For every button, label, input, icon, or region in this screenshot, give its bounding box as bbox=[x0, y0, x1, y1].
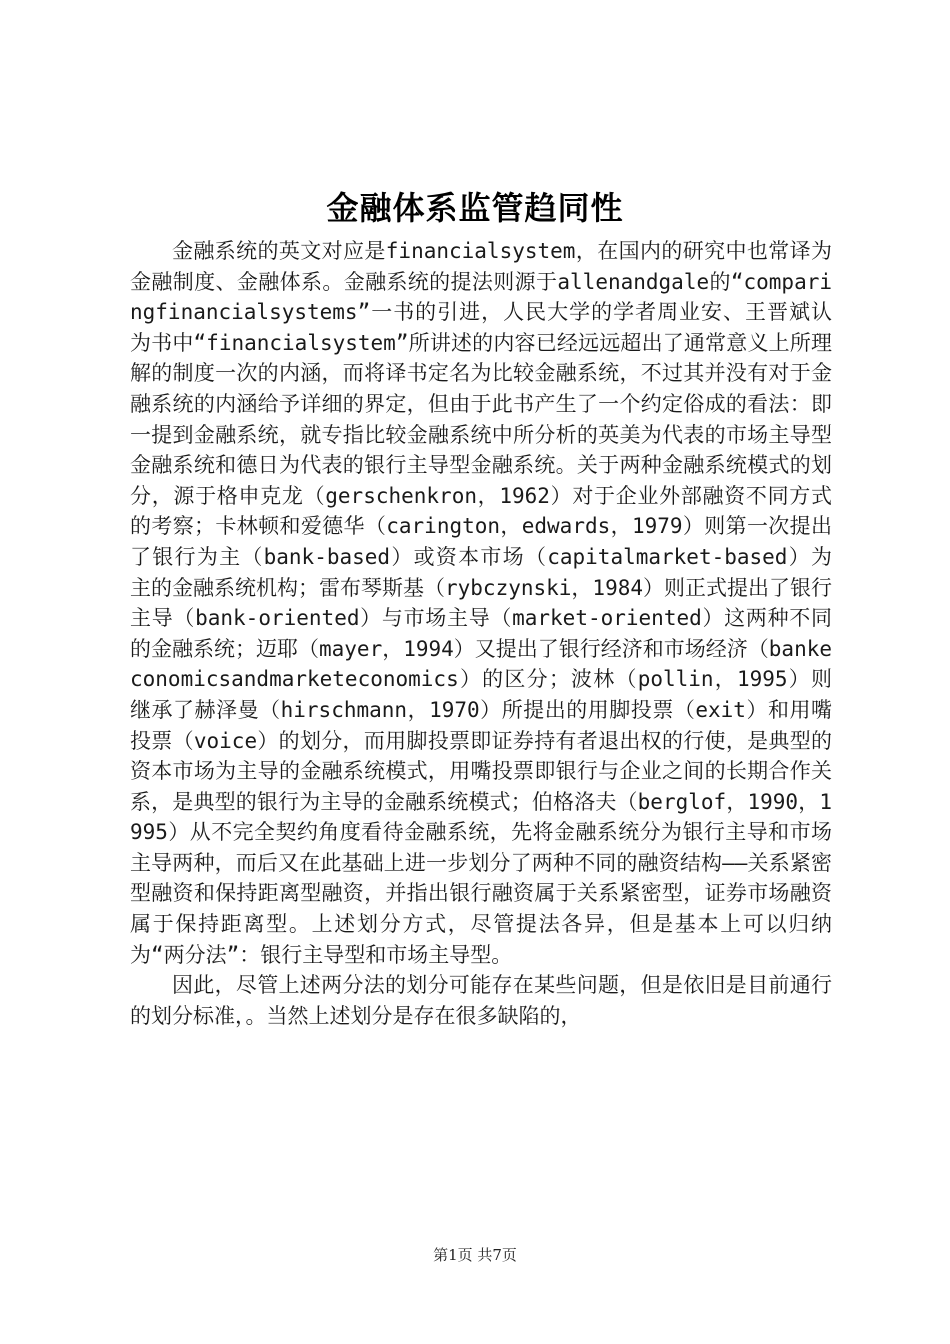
document-body bbox=[130, 236, 832, 1031]
paragraph: 因此，尽管上述两分法的划分可能存在某些问题，但是依旧是目前通行的划分标准，。当然上述划分是存在很多缺陷的， bbox=[130, 973, 832, 1028]
document-title: 金融体系监管趋同性 bbox=[326, 189, 624, 227]
paragraph: 金融系统的英文对应是financialsystem，在国内的研究中也常译为金融制度、金融体系。金融系统的提法则源于allenandgale的“comparingfinancialsystems”一书的引进，人民大学的学者周业安、王晋斌认为书中“financialsystem”所讲述的内容已经远远超出了通常意义上所理解的制度一次的内涵，而将译书定名为比较金融系统，不过其并没有对于金融系统的内涵给予详细的界定，但由于此书产生了一个约定俗成的看法：即一提到金融系统，就专指比较金融系统中所分析的英美为代表的市场主导型金融系统和德日为代表的银行主导型金融系统。关于两种金融系统模式的划分，源于格申克龙（gerschenkron，1962）对于企业外部融资不同方式的考察；卡林顿和爱德华（carington，edwards，1979）则第一次提出了银行为主（bank-based）或资本市场（capitalmarket-based）为主的金融系统机构；雷布琴斯基（rybczynski，1984）则正式提出了银行主导（bank-oriented）与市场主导（market-oriented）这两种不同的金融系统；迈耶（mayer，1994）又提出了银行经济和市场经济（bankeconomicsandmarketeconomics）的区分；波林（pollin，1995）则继承了赫泽曼（hirschmann，1970）所提出的用脚投票（exit）和用嘴投票（voice）的划分，而用脚投票即证券持有者退出权的行使，是典型的资本市场为主导的金融系统模式，用嘴投票即银行与企业之间的长期合作关系，是典型的银行为主导的金融系统模式；伯格洛夫（berglof，1990，1995）从不完全契约角度看待金融系统，先将金融系统分为银行主导和市场主导两种，而后又在此基础上进一步划分了两种不同的融资结构——关系紧密型融资和保持距离型融资，并指出银行融资属于关系紧密型，证券市场融资属于保持距离型。上述划分方式，尽管提法各异，但是基本上可以归纳为“两分法”：银行主导型和市场主导型。 bbox=[130, 239, 833, 967]
page-number-footer: 第1页 共7页 bbox=[433, 1246, 517, 1264]
